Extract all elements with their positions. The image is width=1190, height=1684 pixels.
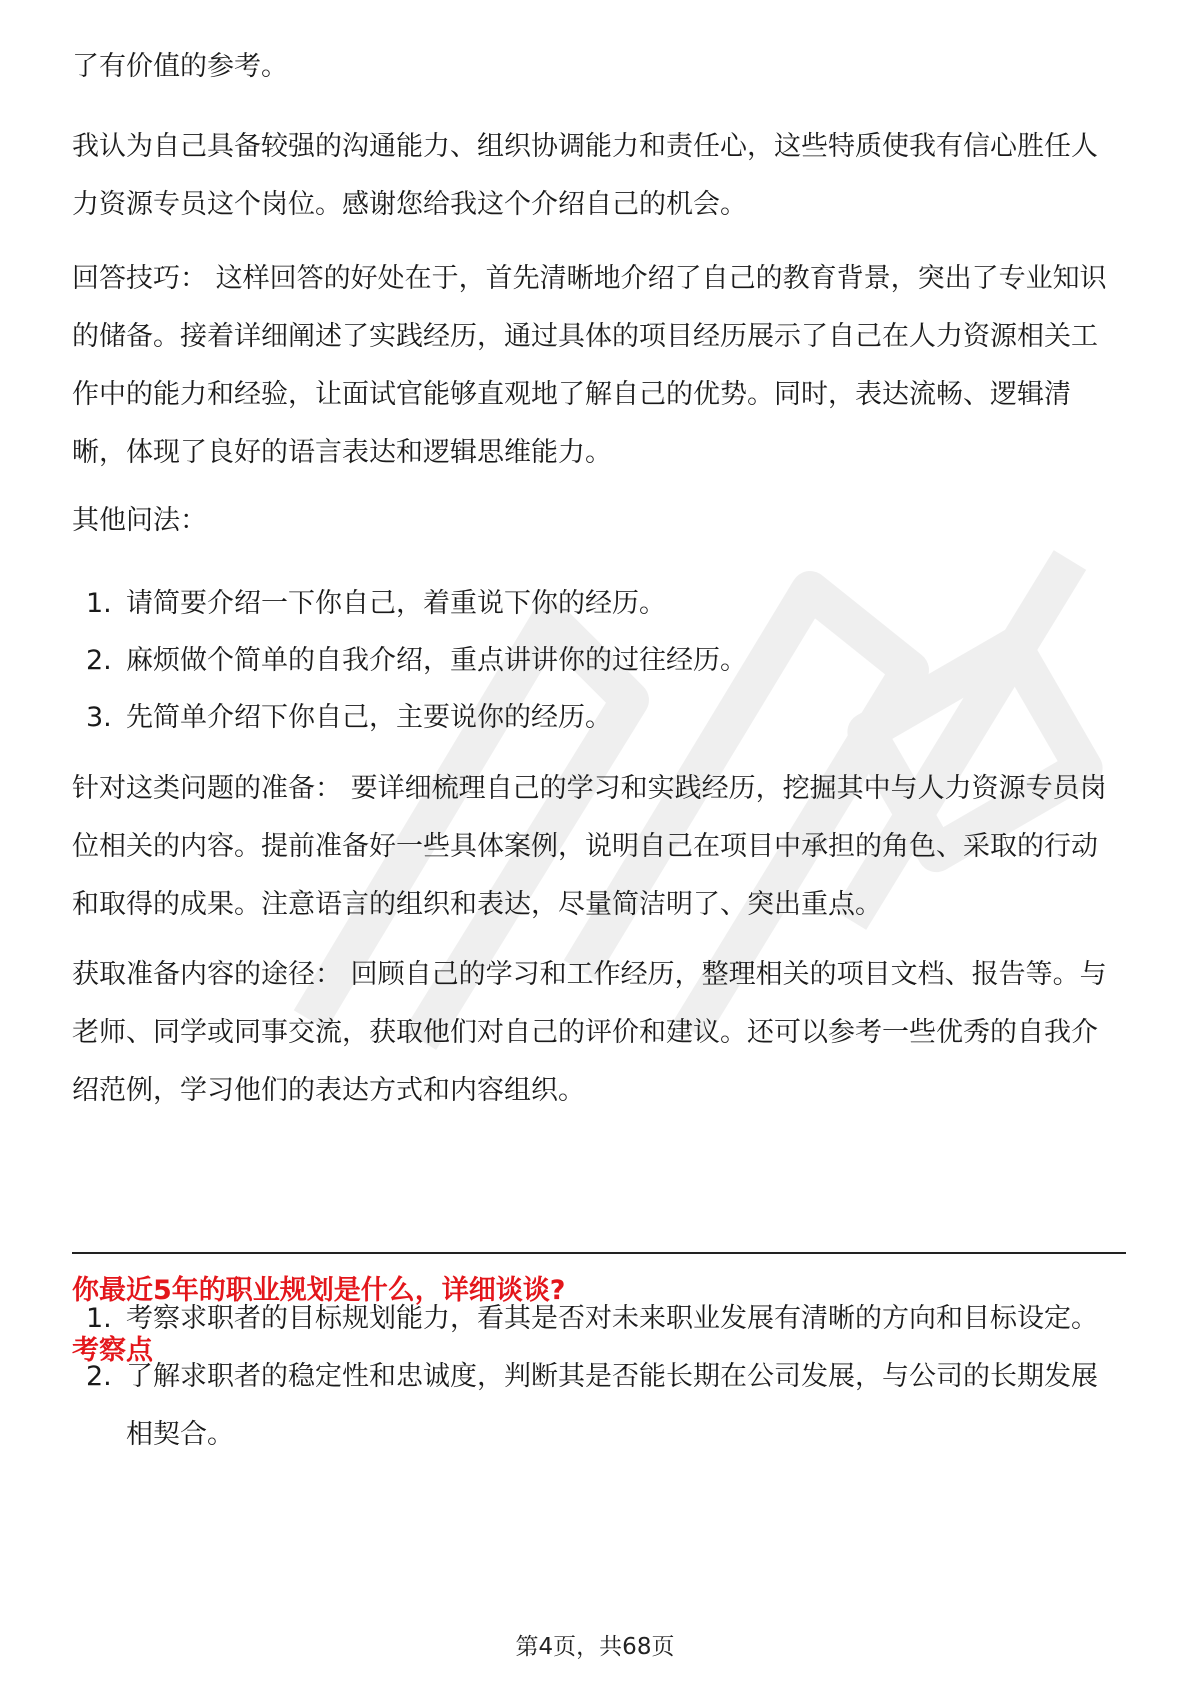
other-asks-list [72,575,1122,746]
section-divider [72,1252,1126,1254]
question-title: 你最近5年的职业规划是什么，详细谈谈? [72,1275,566,1306]
list-item: 2. 麻烦做个简单的自我介绍，重点讲讲你的过往经历。 [86,645,747,676]
page-number-footer: 第4页，共68页 [515,1634,675,1660]
assessment-points-list [72,1290,1122,1464]
sources-paragraph: 获取准备内容的途径： 回顾自己的学习和工作经历，整理相关的项目文档、报告等。与老师、同学或同事交流，获取他们对自己的评价和建议。还可以参考一些优秀的自我介绍范例，学习他们的表达方式和内容组织。 [72,959,1107,1106]
list-item: 2. 了解求职者的稳定性和忠诚度，判断其是否能长期在公司发展，与公司的长期发展相契合。 [86,1361,1098,1450]
list-item: 3. 先简单介绍下你自己，主要说你的经历。 [86,702,612,733]
preparation-paragraph: 针对这类问题的准备： 要详细梳理自己的学习和实践经历，挖掘其中与人力资源专员岗位相关的内容。提前准备好一些具体案例，说明自己在项目中承担的角色、采取的行动和取得的成果。注意语言的组织和表达，尽量简洁明了、突出重点。 [72,773,1107,920]
other-asks-label: 其他问法： [72,505,207,536]
intro-tail-text: 了有价值的参考。 [72,51,288,82]
list-item: 1. 考察求职者的目标规划能力，看其是否对未来职业发展有清晰的方向和目标设定。 [86,1303,1098,1334]
assessment-points-heading: 考察点 [72,1335,153,1366]
answer-tips-paragraph: 回答技巧： 这样回答的好处在于，首先清晰地介绍了自己的教育背景，突出了专业知识的储备。接着详细阐述了实践经历，通过具体的项目经历展示了自己在人力资源相关工作中的能力和经验，让面试官能够直观地了解自己的优势。同时，表达流畅、逻辑清晰，体现了良好的语言表达和逻辑思维能力。 [72,263,1107,468]
self-assessment-paragraph: 我认为自己具备较强的沟通能力、组织协调能力和责任心，这些特质使我有信心胜任人力资源专员这个岗位。感谢您给我这个介绍自己的机会。 [72,131,1098,220]
list-item: 1. 请简要介绍一下你自己，着重说下你的经历。 [86,588,666,619]
